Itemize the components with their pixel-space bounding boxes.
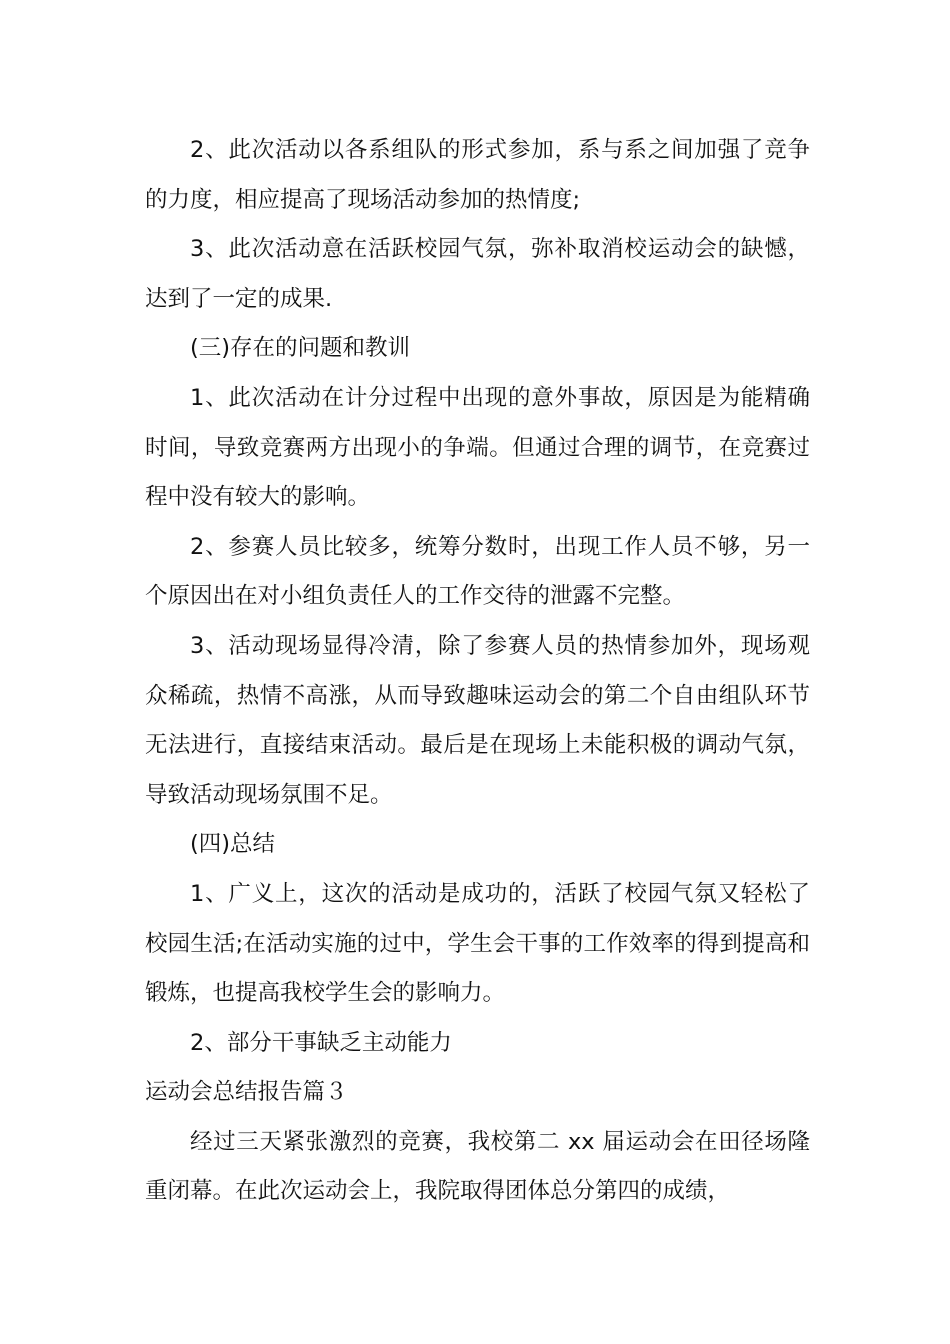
paragraph-report-3-intro: 经过三天紧张激烈的竞赛，我校第二 xx 届运动会在田径场隆重闭幕。在此次运动会上，我院取得团体总分第四的成绩， [145,1128,810,1205]
paragraph-summary-1-success: 1、广义上，这次的活动是成功的，活跃了校园气氛又轻松了校园生活;在活动实施的过中，学生会干事的工作效率的得到提高和锻炼，也提高我校学生会的影响力。 [145,880,810,1007]
document-body [145,126,810,1217]
paragraph-item-2-competition-format: 2、此次活动以各系组队的形式参加，系与系之间加强了竞争的力度，相应提高了现场活动参加的热情度; [145,137,810,213]
paragraph-problem-3-atmosphere: 3、活动现场显得冷清，除了参赛人员的热情参加外，现场观众稀疏，热情不高涨，从而导致趣味运动会的第二个自由组队环节无法进行，直接结束活动。最后是在现场上未能积极的调动气氛，导致活动现场氛围不足。 [145,632,810,808]
paragraph-problem-2-staffing: 2、参赛人员比较多，统筹分数时，出现工作人员不够，另一个原因出在对小组负责任人的工作交待的泄露不完整。 [145,533,810,610]
report-title-part-3: 运动会总结报告篇３ [145,1079,348,1106]
paragraph-item-3-campus-atmosphere: 3、此次活动意在活跃校园气氛，弥补取消校运动会的缺憾，达到了一定的成果. [145,236,810,312]
paragraph-summary-2-initiative: 2、部分干事缺乏主动能力 [190,1029,452,1056]
section-heading-problems-lessons: (三)存在的问题和教训 [190,335,411,362]
section-heading-summary: (四)总结 [190,831,276,858]
paragraph-problem-1-scoring: 1、此次活动在计分过程中出现的意外事故，原因是为能精确时间，导致竞赛两方出现小的争端。但通过合理的调节，在竞赛过程中没有较大的影响。 [145,384,810,511]
